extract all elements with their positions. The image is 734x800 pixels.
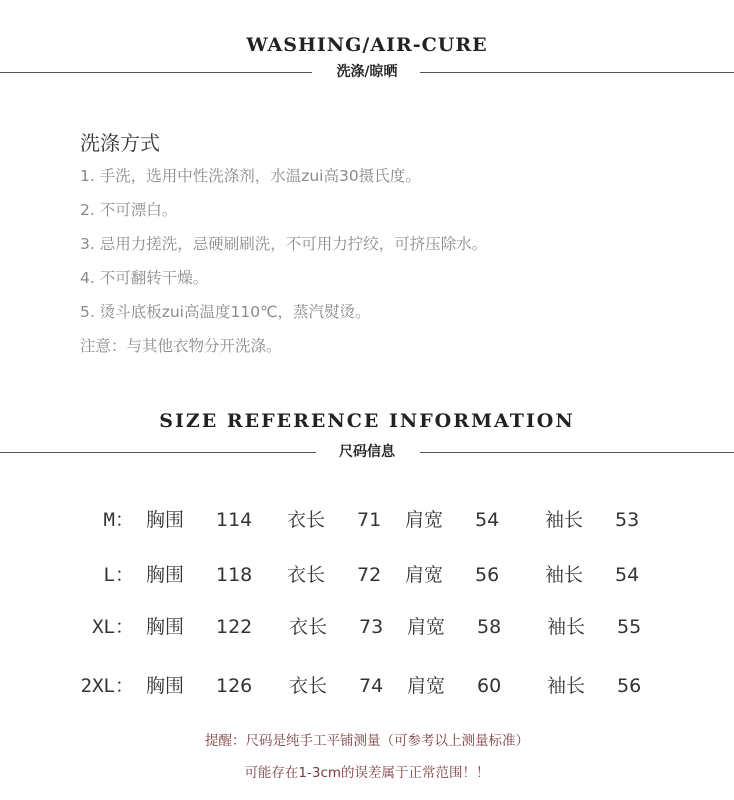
shoulder-value: 54 xyxy=(475,509,500,531)
size-label: XL： xyxy=(92,616,134,638)
washing-subtitle-bar xyxy=(0,62,734,82)
size-row-l xyxy=(0,560,734,590)
sleeve-value: 56 xyxy=(617,675,642,697)
measurement-note: 提醒：尺码是纯手工平铺测量（可参考以上测量标准） xyxy=(205,733,529,749)
washing-item: 4. 不可翻转干燥。 xyxy=(80,269,209,287)
length-label: 衣长 xyxy=(287,564,326,586)
washing-heading: 洗涤方式 xyxy=(80,131,160,155)
washing-item: 5. 烫斗底板zui高温度110℃，蒸汽熨烫。 xyxy=(80,303,371,321)
shoulder-value: 60 xyxy=(477,675,502,697)
length-label: 衣长 xyxy=(289,675,328,697)
washing-instructions xyxy=(80,128,700,366)
sleeve-label: 袖长 xyxy=(545,509,584,531)
chest-value: 126 xyxy=(216,675,253,697)
error-note: 可能存在1-3cm的误差属于正常范围！！ xyxy=(244,765,490,781)
shoulder-label: 肩宽 xyxy=(407,675,446,697)
washing-title: WASHING/AIR-CURE xyxy=(246,34,488,56)
sleeve-label: 袖长 xyxy=(547,616,586,638)
length-value: 71 xyxy=(357,509,382,531)
size-row-2xl xyxy=(0,671,734,701)
size-title: SIZE REFERENCE INFORMATION xyxy=(159,410,575,432)
size-subtitle: 尺码信息 xyxy=(339,444,395,460)
length-label: 衣长 xyxy=(289,616,328,638)
size-row-xl xyxy=(0,612,734,642)
sleeve-value: 54 xyxy=(615,564,640,586)
length-value: 72 xyxy=(357,564,382,586)
sleeve-label: 袖长 xyxy=(547,675,586,697)
length-label: 衣长 xyxy=(287,509,326,531)
chest-value: 122 xyxy=(216,616,253,638)
washing-item: 1. 手洗，选用中性洗涤剂，水温zui高30摄氏度。 xyxy=(80,167,421,185)
sleeve-value: 55 xyxy=(617,616,642,638)
size-label: L： xyxy=(103,564,134,586)
length-value: 74 xyxy=(359,675,384,697)
shoulder-label: 肩宽 xyxy=(405,564,444,586)
washing-subtitle: 洗涤/晾晒 xyxy=(336,64,398,80)
size-label: M： xyxy=(103,509,134,531)
size-label: 2XL： xyxy=(80,675,134,697)
chest-label: 胸围 xyxy=(146,675,185,697)
size-row-m xyxy=(0,505,734,535)
washing-item: 2. 不可漂白。 xyxy=(80,201,178,219)
size-subtitle-bar xyxy=(0,442,734,462)
length-value: 73 xyxy=(359,616,384,638)
shoulder-label: 肩宽 xyxy=(405,509,444,531)
chest-label: 胸围 xyxy=(146,509,185,531)
washing-note: 注意：与其他衣物分开洗涤。 xyxy=(80,337,282,355)
shoulder-label: 肩宽 xyxy=(407,616,446,638)
washing-item: 3. 忌用力搓洗，忌硬刷刷洗，不可用力拧绞，可挤压除水。 xyxy=(80,235,488,253)
chest-label: 胸围 xyxy=(146,616,185,638)
chest-value: 118 xyxy=(216,564,253,586)
sleeve-label: 袖长 xyxy=(545,564,584,586)
shoulder-value: 58 xyxy=(477,616,502,638)
chest-label: 胸围 xyxy=(146,564,185,586)
chest-value: 114 xyxy=(216,509,253,531)
sleeve-value: 53 xyxy=(615,509,640,531)
shoulder-value: 56 xyxy=(475,564,500,586)
